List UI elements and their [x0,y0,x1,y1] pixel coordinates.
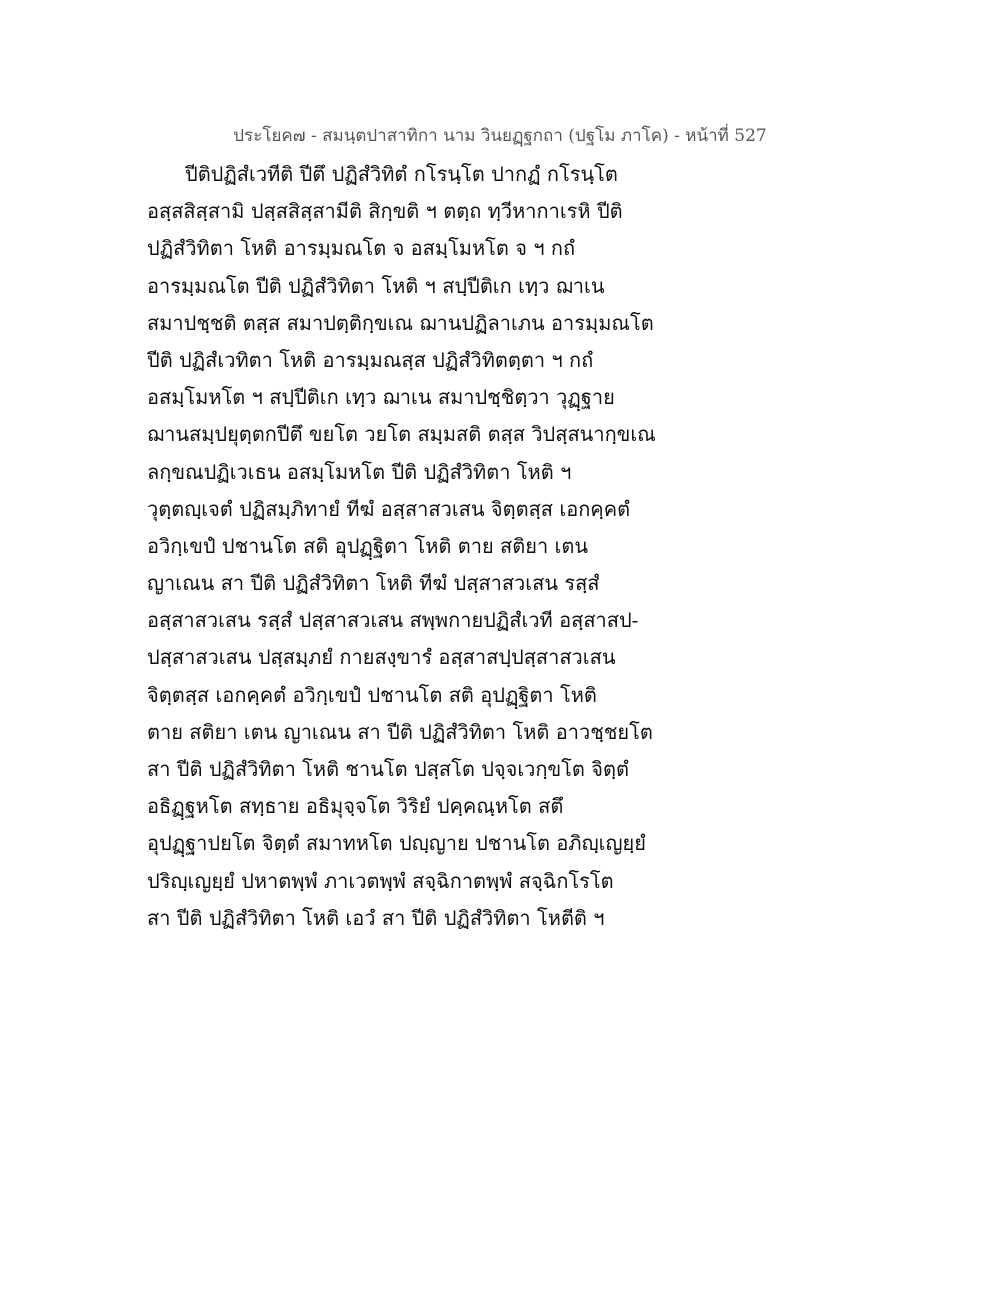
text-line: ญาเณน สา ปีติ ปฏิสํวิทิตา โหติ ทีฆํ ปสฺสาสวเสน รสฺสํ [147,571,600,596]
text-line: ปีติปฏิสํเวทีติ ปีตึ ปฏิสํวิทิตํ กโรนฺโต ปากฏํ กโรนฺโต [185,162,618,186]
text-line: อธิฏฺฐหโต สทฺธาย อธิมุจฺจโต วิริยํ ปคฺคณฺหโต สตึ [147,794,564,819]
running-header: ประโยค๗ - สมนฺตปาสาทิกา นาม วินยฏฺฐกถา (ปฐโม ภาโค) - หน้าที่ 527 [233,126,767,146]
text-line: ปริญฺเญยฺยํ ปหาตพฺพํ ภาเวตพฺพํ สจฺฉิกาตพฺพํ สจฺฉิกโรโต [147,868,614,893]
text-line: อวิกฺเขปํ ปชานโต สติ อุปฏฺฐิตา โหติ ตาย สติยา เตน [147,533,589,558]
body-text [147,156,707,937]
text-line: ฌานสมฺปยุตฺตกปีตึ ขยโต วยโต สมฺมสติ ตสฺส วิปสฺสนากฺขเณ [147,422,656,447]
text-line: สมาปชฺชติ ตสฺส สมาปตฺติกฺขเณ ฌานปฏิลาเภน อารมฺมณโต [147,310,654,335]
text-line: อุปฏฺฐาปยโต จิตฺตํ สมาทหโต ปญฺญาย ปชานโต อภิญฺเญยฺยํ [147,831,646,856]
text-line: อสมฺโมหโต ฯ สปฺปีติเก เทฺว ฌาเน สมาปชฺชิตฺวา วุฏฺฐาย [147,385,615,410]
text-line: ปฏิสํวิทิตา โหติ อารมฺมณโต จ อสมฺโมหโต จ ฯ กถํ [147,236,576,261]
text-line: อารมฺมณโต ปีติ ปฏิสํวิทิตา โหติ ฯ สปฺปีติเก เทฺว ฌาเน [147,273,605,298]
text-line: อสฺสาสวเสน รสฺสํ ปสฺสาสวเสน สพฺพกายปฏิสํเวที อสฺสาสป- [147,608,639,633]
text-line: ปสฺสาสวเสน ปสฺสมฺภยํ กายสงฺขารํ อสฺสาสปฺปสฺสาสวเสน [147,645,616,670]
text-line: ตาย สติยา เตน ญาเณน สา ปีติ ปฏิสํวิทิตา โหติ อาวชฺชยโต [147,719,653,744]
text-line: อสฺสสิสฺสามิ ปสฺสสิสฺสามีติ สิกฺขติ ฯ ตตฺถ ทฺวีหากาเรหิ ปีติ [147,199,623,224]
text-line: สา ปีติ ปฏิสํวิทิตา โหติ ชานโต ปสฺสโต ปจฺจเวกฺขโต จิตฺตํ [147,757,629,781]
text-line: ปีติ ปฏิสํเวทิตา โหติ อารมฺมณสฺส ปฏิสํวิทิตตฺตา ฯ กถํ [147,347,594,372]
text-line: วุตฺตญฺเจตํ ปฏิสมฺภิทายํ ทีฆํ อสฺสาสวเสน จิตฺตสฺส เอกคฺคตํ [147,496,631,521]
text-line: สา ปีติ ปฏิสํวิทิตา โหติ เอวํ สา ปีติ ปฏิสํวิทิตา โหตีติ ฯ [147,905,605,930]
text-line: ลกฺขณปฏิเวเธน อสมฺโมหโต ปีติ ปฏิสํวิทิตา โหติ ฯ [147,459,572,484]
text-line: จิตฺตสฺส เอกคฺคตํ อวิกฺเขปํ ปชานโต สติ อุปฏฺฐิตา โหติ [147,682,597,707]
